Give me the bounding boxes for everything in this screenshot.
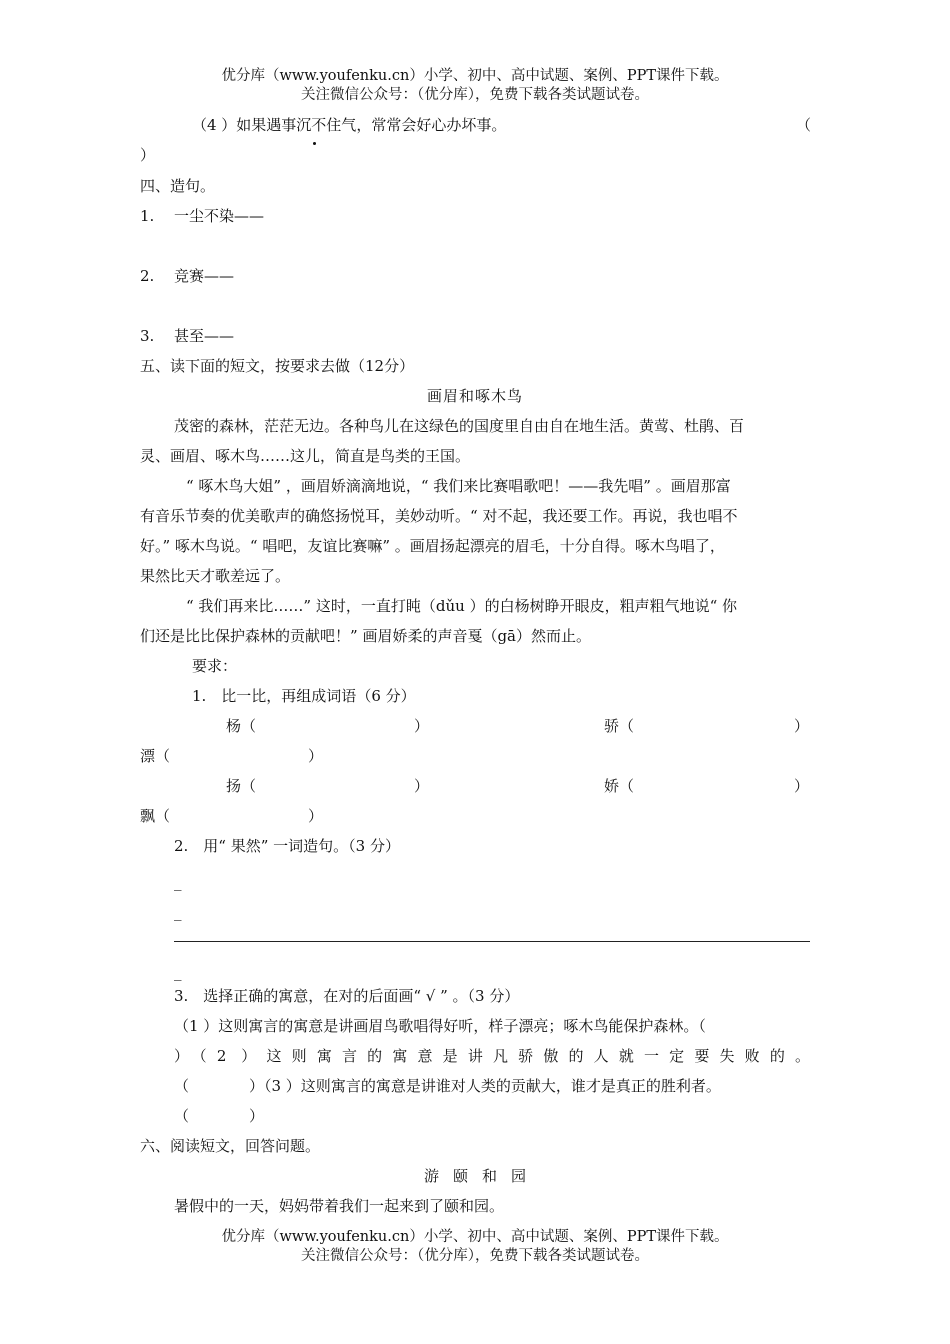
- header-line-2: 关注微信公众号：（优分库），免费下载各类试题试卷。: [301, 87, 649, 103]
- q3-item4-paren-close: ）: [140, 146, 156, 164]
- story-p1-line1: 茂密的森林，茫茫无边。各种鸟儿在这绿色的国度里自由自在地生活。黄莺、杜鹃、百: [174, 417, 745, 435]
- section4-item-2-text: 竞赛——: [174, 267, 235, 285]
- section4-item-3-text: 甚至——: [174, 327, 235, 345]
- q3-option-line-3: （ ）（3 ）这则寓言的寓意是讲谁对人类的贡献大，谁才是真正的胜利者。: [174, 1077, 721, 1095]
- q2-answer-line: [174, 941, 810, 942]
- q1-row2-b-close: ）: [794, 777, 810, 795]
- story-p2-line3: 好。” 啄木鸟说。“ 唱吧，友谊比赛嘛” 。画眉扬起漂亮的眉毛，十分自得。啄木鸟唱了，: [140, 537, 725, 555]
- title-char-3: 和: [482, 1167, 498, 1185]
- q1-row1-c: 漂（: [140, 747, 171, 765]
- q1-row1-b-close: ）: [794, 717, 810, 735]
- q2-answer-dash-1: _: [174, 873, 182, 891]
- title-char-2: 颐: [452, 1167, 468, 1185]
- q2-title: 2. 用“ 果然” 一词造句。（3 分）: [174, 837, 400, 855]
- title-char-1: 游: [423, 1167, 439, 1185]
- section4-item-2-num: 2.: [140, 267, 155, 285]
- q3-option-line-1: （1 ）这则寓言的寓意是讲画眉鸟歌唱得好听，样子漂亮；啄木鸟能保护森林。（: [174, 1017, 706, 1035]
- q1-row1-b: 骄（: [604, 717, 635, 735]
- q3-item4-paren-open: （: [796, 116, 812, 134]
- footer-line-1: 优分库（www.youfenku.cn）小学、初中、高中试题、案例、PPT课件下载。: [221, 1229, 729, 1245]
- footer-line-2: 关注微信公众号：（优分库），免费下载各类试题试卷。: [301, 1248, 649, 1264]
- section5-story-title: 画眉和啄木鸟: [426, 387, 523, 405]
- section5-heading: 五、读下面的短文，按要求去做（12分）: [140, 357, 415, 375]
- section6-first-line: 暑假中的一天，妈妈带着我们一起来到了颐和园。: [174, 1197, 505, 1215]
- header-line-1: 优分库（www.youfenku.cn）小学、初中、高中试题、案例、PPT课件下载。: [221, 68, 729, 84]
- q2-answer-dash-2: _: [174, 903, 182, 921]
- story-p2-line2: 有音乐节奏的优美歌声的确悠扬悦耳，美妙动听。“ 对不起，我还要工作。再说，我也唱不: [140, 507, 738, 525]
- story-p3-line2: 们还是比比保护森林的贡献吧！” 画眉娇柔的声音戛（gā）然而止。: [140, 627, 591, 645]
- story-p1-line2: 灵、画眉、啄木鸟……这儿，简直是鸟类的王国。: [140, 447, 471, 465]
- q1-row2-a-close: ）: [414, 777, 430, 795]
- q3-item4-text: （4 ）如果遇事沉不住气，常常会好心办坏事。: [192, 116, 507, 134]
- section4-heading: 四、造句。: [140, 177, 216, 195]
- section4-item-3-num: 3.: [140, 327, 155, 345]
- requirements-label: 要求：: [192, 657, 238, 675]
- section4-item-1-text: 一尘不染——: [174, 207, 265, 225]
- q2-answer-dash-3: _: [174, 963, 182, 981]
- story-p3-line1: “ 我们再来比……” 这时，一直打盹（dǔu ）的白杨树睁开眼皮，粗声粗气地说“ 你: [186, 597, 738, 615]
- title-char-4: 园: [511, 1167, 527, 1185]
- section4-item-1-num: 1.: [140, 207, 155, 225]
- q1-title: 1. 比一比，再组成词语（6 分）: [192, 687, 416, 705]
- q1-row2-c-close: ）: [308, 807, 324, 825]
- section6-story-title: [0, 1166, 950, 1186]
- q3-option-line-4: （ ）: [174, 1107, 265, 1125]
- story-p2-line1: “ 啄木鸟大姐” ，画眉娇滴滴地说，“ 我们来比赛唱歌吧！——我先唱” 。画眉那富: [186, 477, 731, 495]
- q1-row2-a: 扬（: [226, 777, 257, 795]
- q1-row1-a-close: ）: [414, 717, 430, 735]
- q1-row2-c: 飘（: [140, 807, 171, 825]
- story-p2-line4: 果然比天才歌差远了。: [140, 567, 291, 585]
- emphasis-dot: [313, 142, 316, 145]
- q3-option-line-2: ）（2 ）这则寓言的寓意是讲凡骄傲的人就一定要失败的。: [174, 1047, 810, 1065]
- q1-row2-b: 娇（: [604, 777, 635, 795]
- section6-heading: 六、阅读短文，回答问题。: [140, 1137, 321, 1155]
- q1-row1-c-close: ）: [308, 747, 324, 765]
- q1-row1-a: 杨（: [226, 717, 257, 735]
- q3-title: 3. 选择正确的寓意，在对的后面画“ √ ” 。（3 分）: [174, 987, 520, 1005]
